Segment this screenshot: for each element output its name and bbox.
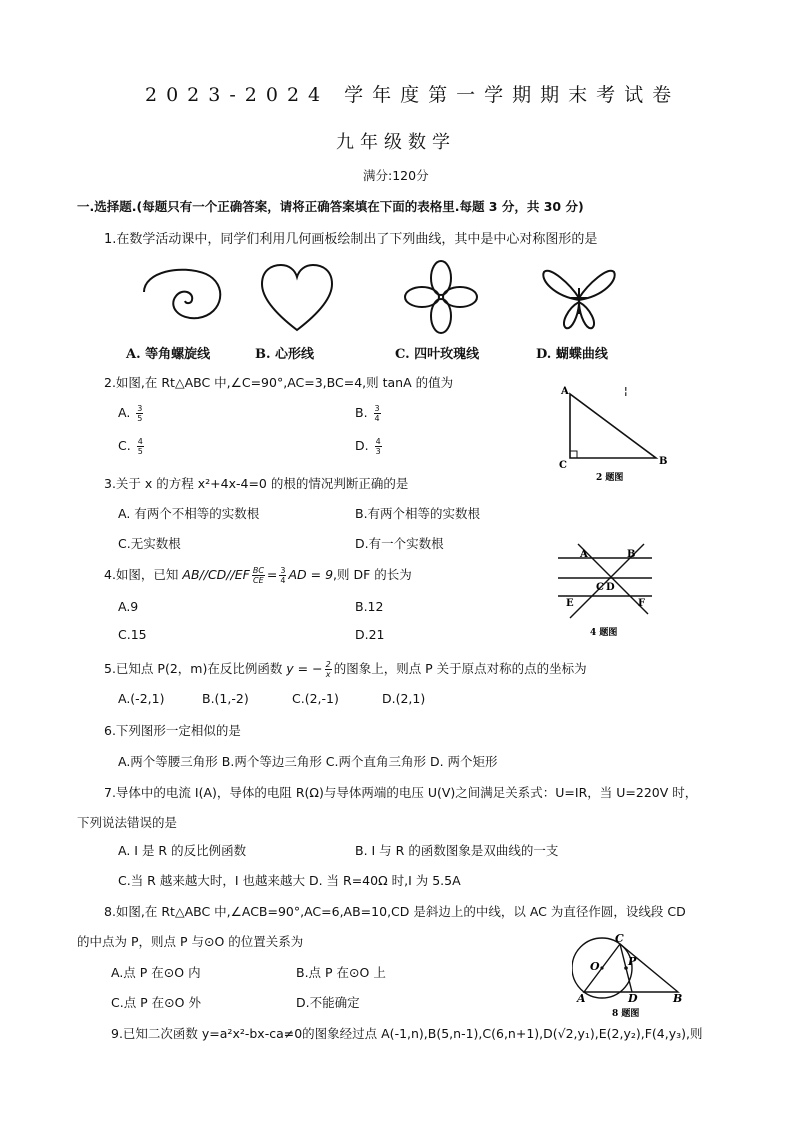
q1-stem: 1.在数学活动课中，同学们利用几何画板绘制出了下列曲线，其中是中心对称图形的是 (104, 232, 598, 247)
heart-figure (258, 262, 336, 334)
q2-option-b: B. $\frac{3}{4}$ (355, 404, 380, 423)
fraction: $\frac{3}{5}$ (137, 404, 143, 423)
q2-label-a: A (561, 386, 569, 397)
q3-stem: 3.关于 x 的方程 x²+4x-4=0 的根的情况判断正确的是 (104, 476, 409, 491)
fraction: $\frac{4}{3}$ (375, 437, 381, 456)
butterfly-figure (540, 264, 618, 334)
q2-label-c: C (559, 460, 567, 471)
q8-label-p: P (628, 955, 637, 968)
q8-option-b: B.点 P 在⊙O 上 (296, 965, 386, 980)
q7-option-cd: C.当 R 越来越大时，I 也越来越大 D. 当 R=40Ω 时,I 为 5.5A (118, 873, 461, 888)
q4-stem: 4.如图，已知 AB//CD//EF $\frac{BC}{CE}$ = $\frac{3}{4}$ AD = 9,则 DF 的长为 (104, 566, 412, 585)
q5-option-c: C.(2,-1) (292, 691, 339, 706)
q8-label-d: D (628, 992, 638, 1005)
q4-label-c: C (596, 582, 604, 593)
q8-option-c: C.点 P 在⊙O 外 (111, 995, 201, 1010)
four-leaf-rose-figure (404, 258, 478, 336)
q4-label-f: F (638, 598, 646, 609)
fraction: $\frac{3}{4}$ (374, 404, 380, 423)
q4-fig-caption: 4 题图 (590, 628, 618, 638)
q2-option-d: D. $\frac{4}{3}$ (355, 437, 381, 456)
q6-options: A.两个等腰三角形 B.两个等边三角形 C.两个直角三角形 D. 两个矩形 (118, 754, 498, 769)
q2-tick-mark: ¦ (624, 386, 628, 397)
q8-circle-triangle-figure (572, 930, 692, 1020)
q2-triangle-figure (556, 380, 676, 484)
q1-caption-a: A. 等角螺旋线 (126, 347, 211, 362)
q4-label-e: E (566, 598, 574, 609)
q4-label-b: B (627, 549, 636, 560)
fraction: $\frac{4}{5}$ (137, 437, 143, 456)
spiral-figure (136, 262, 226, 337)
q2-option-c: C. $\frac{4}{5}$ (118, 437, 143, 456)
q3-option-d: D.有一个实数根 (355, 536, 444, 551)
q4-option-b: B.12 (355, 599, 384, 614)
q8-fig-caption: 8 题图 (612, 1009, 640, 1019)
fraction: $\frac{2}{x}$ (325, 660, 331, 679)
q7-option-a: A. I 是 R 的反比例函数 (118, 843, 247, 858)
q4-option-a: A.9 (118, 599, 139, 614)
q6-stem: 6.下列图形一定相似的是 (104, 723, 241, 738)
q9-stem: 9.已知二次函数 y=a²x²-bx-ca≠0的图象经过点 A(-1,n),B(5,n-1),C(6,n+1),D(√2,y₁),E(2,y₂),F(4,y₃),则 (111, 1026, 703, 1041)
q2-fig-caption: 2 题图 (596, 473, 624, 483)
q8-label-a: A (577, 992, 586, 1005)
q7-stem-line1: 7.导体中的电流 I(A)，导体的电阻 R(Ω)与导体两端的电压 U(V)之间满足关系式：U=IR，当 U=220V 时， (104, 785, 698, 800)
q8-option-d: D.不能确定 (296, 995, 360, 1010)
q2-stem: 2.如图,在 Rt△ABC 中,∠C=90°,AC=3,BC=4,则 tanA 的值为 (104, 375, 454, 390)
q7-stem-line2: 下列说法错误的是 (77, 815, 178, 830)
q4-option-d: D.21 (355, 627, 385, 642)
section-heading: 一.选择题.(每题只有一个正确答案，请将正确答案填在下面的表格里.每题 3 分，共 30 分) (77, 199, 584, 214)
q4-label-d: D (606, 582, 615, 593)
q5-stem: 5.已知点 P(2，m)在反比例函数 y = − $\frac{2}{x}$ 的图象上，则点 P 关于原点对称的点的坐标为 (104, 660, 587, 679)
exam-subtitle: 九年级数学 (336, 132, 456, 153)
q1-caption-c: C. 四叶玫瑰线 (395, 347, 480, 362)
q5-option-d: D.(2,1) (382, 691, 426, 706)
q8-stem-line1: 8.如图,在 Rt△ABC 中,∠ACB=90°,AC=6,AB=10,CD 是斜边上的中线，以 AC 为直径作圆，设线段 CD (104, 904, 686, 919)
q8-option-a: A.点 P 在⊙O 内 (111, 965, 201, 980)
full-marks: 满分:120分 (363, 168, 429, 183)
q1-caption-b: B. 心形线 (255, 347, 315, 362)
q3-option-b: B.有两个相等的实数根 (355, 506, 481, 521)
fraction: $\frac{3}{4}$ (280, 566, 286, 585)
q8-stem-line2: 的中点为 P，则点 P 与⊙O 的位置关系为 (77, 934, 304, 949)
q3-option-c: C.无实数根 (118, 536, 181, 551)
q4-parallel-lines-figure (556, 538, 664, 640)
q8-label-b: B (673, 992, 683, 1005)
q3-option-a: A. 有两个不相等的实数根 (118, 506, 260, 521)
q7-option-b: B. I 与 R 的函数图象是双曲线的一支 (355, 843, 559, 858)
q2-label-b: B (659, 456, 668, 467)
q5-option-b: B.(1,-2) (202, 691, 249, 706)
q5-option-a: A.(-2,1) (118, 691, 165, 706)
q8-label-o: O (590, 960, 600, 973)
q1-caption-d: D. 蝴蝶曲线 (536, 347, 608, 362)
exam-title: 2023-2024 学年度第一学期期末考试卷 (145, 84, 681, 106)
q4-option-c: C.15 (118, 627, 147, 642)
q4-label-a: A (580, 549, 588, 560)
q8-label-c: C (615, 932, 624, 945)
q2-option-a: A. $\frac{3}{5}$ (118, 404, 143, 423)
fraction: $\frac{BC}{CE}$ (252, 566, 264, 585)
